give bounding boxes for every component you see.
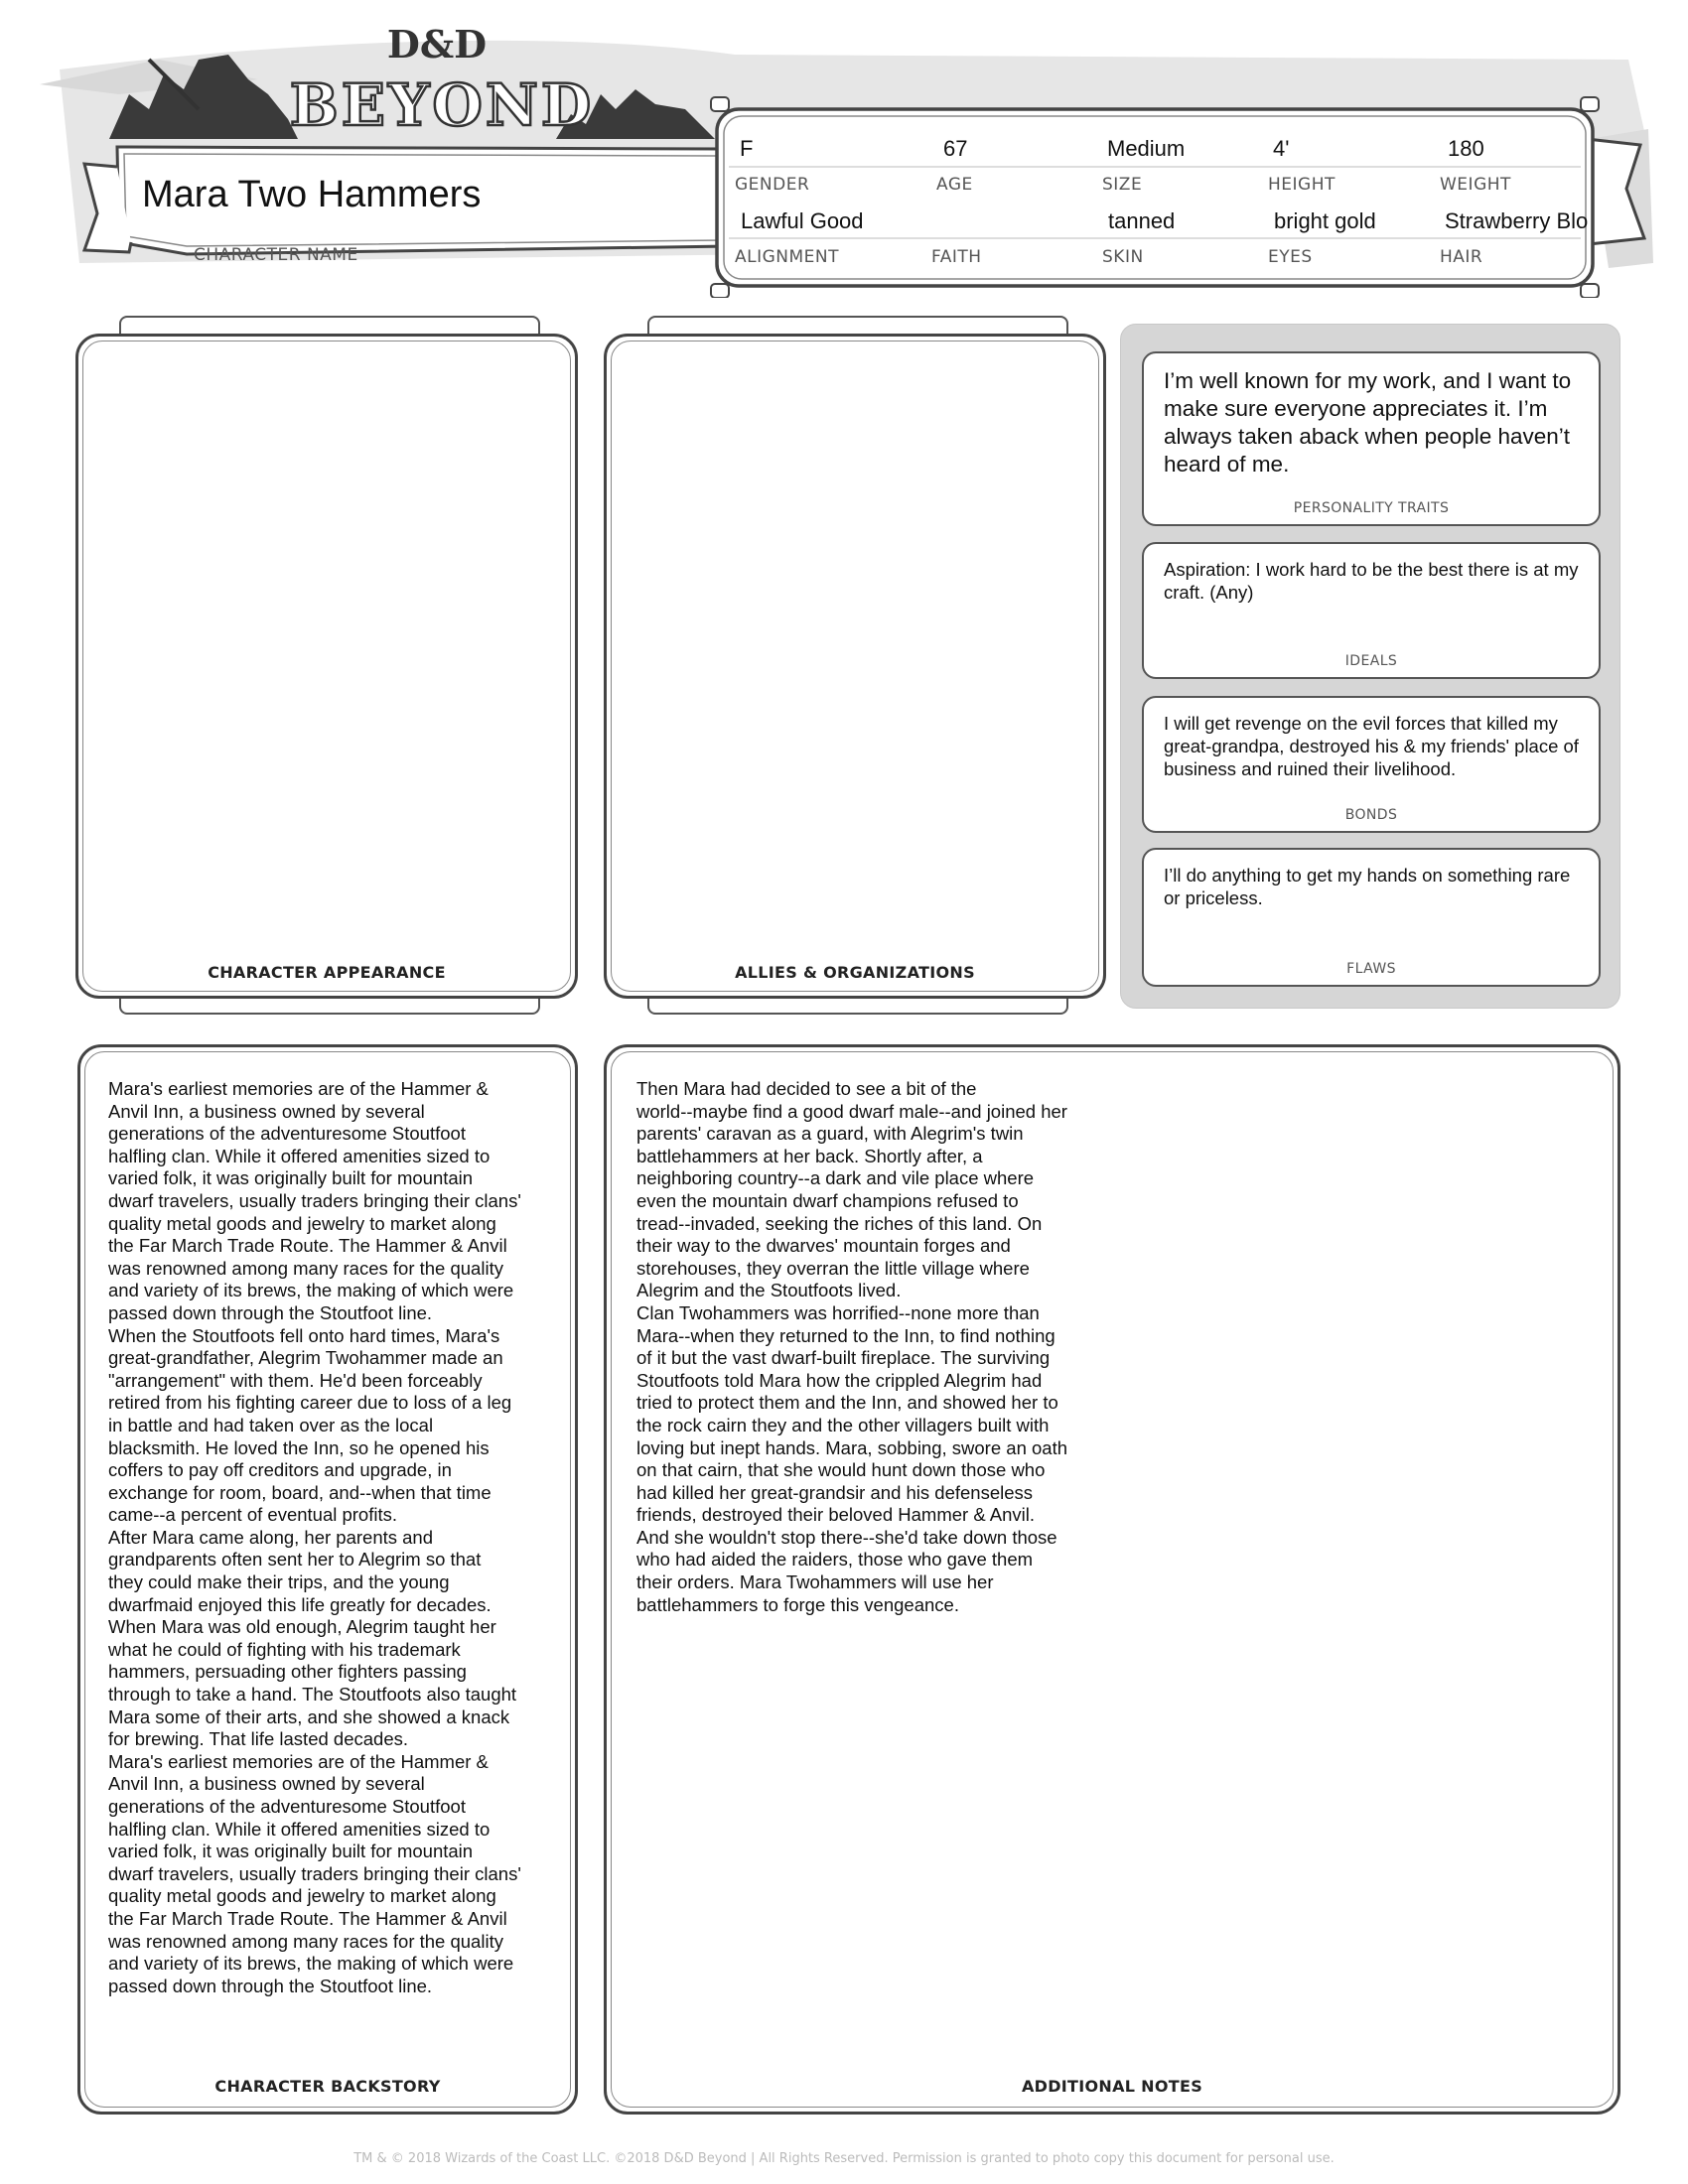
age-label: AGE	[936, 175, 973, 195]
age-value[interactable]: 67	[943, 136, 968, 161]
character-backstory-label: CHARACTER BACKSTORY	[214, 2077, 441, 2096]
faith-label: FAITH	[931, 247, 982, 267]
height-value[interactable]: 4'	[1273, 136, 1290, 161]
gender-value[interactable]: F	[740, 136, 754, 161]
ideals-label: IDEALS	[1344, 653, 1398, 669]
personality-traits-text: I’m well known for my work, and I want to make sure everyone appreciates it. I’m always taken aback when people haven’t heard of me.	[1164, 368, 1572, 477]
gender-label: GENDER	[735, 175, 810, 195]
size-value[interactable]: Medium	[1107, 136, 1186, 161]
allies-organizations-label: ALLIES & ORGANIZATIONS	[735, 963, 975, 982]
allies-organizations-box[interactable]	[604, 334, 1106, 999]
character-appearance-box[interactable]	[75, 334, 578, 999]
hair-label: HAIR	[1440, 247, 1483, 267]
character-backstory-box[interactable]	[77, 1044, 578, 2115]
additional-notes-box[interactable]	[604, 1044, 1620, 2115]
character-backstory-text: Mara's earliest memories are of the Hammer & Anvil Inn, a business owned by several generations of the adventuresome Stoutfoot halfling clan. While it offered amenities sized to varied folk, it was originally built for mountain dwarf travelers, usually traders bringing their clans' quality metal goods and jewelry to market along the Far March Trade Route. The Hammer & Anvil was renowned among many races for the quality and variety of its brews, the making of which were passed down through the Stoutfoot line. When the Stoutfoots fell onto hard times, Mara's great-grandfather, Alegrim Twohammer made an "arrangement" with them. He'd been forceably retired from his fighting career due to loss of a leg in battle and had taken over as the local blacksmith. He loved the Inn, so he opened his coffers to pay off creditors and upgrade, in exchange for room, board, and--when that time came--a percent of eventual profits. After Mara came along, her parents and grandparents often sent her to Alegrim so that they could make their trips, and the young dwarfmaid enjoyed this life greatly for decades. When Mara was old enough, Alegrim taught her what he could of fighting with his trademark hammers, persuading other fighters passing through to take a hand. The Stoutfoots also taught Mara some of their arts, and she showed a knack for brewing. That life lasted decades. Mara's earliest memories are of the Hammer & Anvil Inn, a business owned by several generations of the adventuresome Stoutfoot halfling clan. While it offered amenities sized to varied folk, it was originally built for mountain dwarf travelers, usually traders bringing their clans' quality metal goods and jewelry to market along the Far March Trade Route. The Hammer & Anvil was renowned among many races for the quality and variety of its brews, the making of which were passed down through the Stoutfoot line.	[108, 1078, 521, 1996]
alignment-value[interactable]: Lawful Good	[741, 208, 864, 233]
weight-value[interactable]: 180	[1448, 136, 1484, 161]
logo-dnd: D&D	[386, 22, 488, 67]
character-appearance-label: CHARACTER APPEARANCE	[208, 963, 446, 982]
flaws-text: I’ll do anything to get my hands on something rare or priceless.	[1164, 865, 1571, 908]
allies-top-tab	[647, 316, 1068, 336]
size-label: SIZE	[1102, 175, 1143, 195]
logo-beyond: BEYOND	[289, 71, 595, 139]
skin-label: SKIN	[1102, 247, 1144, 267]
copyright-footer: TM & © 2018 Wizards of the Coast LLC. ©2018 D&D Beyond | All Rights Reserved. Permission is granted to photo copy this document for personal use.	[353, 2151, 1335, 2166]
ideals-text: Aspiration: I work hard to be the best there is at my craft. (Any)	[1164, 559, 1579, 603]
appearance-top-tab	[119, 316, 540, 336]
character-name-label: CHARACTER NAME	[194, 245, 358, 265]
hair-value[interactable]: Strawberry Blo	[1445, 208, 1589, 233]
eyes-value[interactable]: bright gold	[1274, 208, 1376, 233]
bonds-label: BONDS	[1344, 807, 1398, 823]
personality-traits-label: PERSONALITY TRAITS	[1293, 500, 1450, 516]
additional-notes-text: Then Mara had decided to see a bit of the world--maybe find a good dwarf male--and joined her parents' caravan as a guard, with Alegrim's twin battlehammers at her back. Shortly after, a neighboring country--a dark and vile place where even the mountain dwarf champions refused to tread--invaded, seeking the riches of this land. On their way to the dwarves' mountain forges and storehouses, they overran the little village where Alegrim and the Stoutfoots lived. Clan Twohammers was horrified--none more than Mara--when they returned to the Inn, to find nothing of it but the vast dwarf-built fireplace. The surviving Stoutfoots told Mara how the crippled Alegrim had tried to protect them and the Inn, and showed her to the rock cairn they and the other villagers built with loving but inept hands. Mara, sobbing, swore an oath on that cairn, that she would hunt down those who had killed her great-grandsir and his defenseless friends, destroyed their beloved Hammer & Anvil. And she wouldn't stop there--she'd take down those who had aided the raiders, those who gave them their orders. Mara Twohammers will use her battlehammers to forge this vengeance.	[636, 1078, 1068, 1615]
weight-label: WEIGHT	[1440, 175, 1511, 195]
character-name-value[interactable]: Mara Two Hammers	[142, 174, 482, 215]
flaws-label: FLAWS	[1346, 961, 1396, 977]
skin-value[interactable]: tanned	[1108, 208, 1176, 233]
bonds-text: I will get revenge on the evil forces that killed my great-grandpa, destroyed his & my friends' place of business and ruined their livelihood.	[1164, 713, 1579, 779]
additional-notes-label: ADDITIONAL NOTES	[1021, 2077, 1203, 2096]
eyes-label: EYES	[1268, 247, 1313, 267]
flaws-box[interactable]	[1142, 848, 1601, 987]
alignment-label: ALIGNMENT	[735, 247, 840, 267]
height-label: HEIGHT	[1268, 175, 1336, 195]
bonds-box[interactable]	[1142, 696, 1601, 833]
personality-traits-box[interactable]	[1142, 351, 1601, 526]
ideals-box[interactable]	[1142, 542, 1601, 679]
